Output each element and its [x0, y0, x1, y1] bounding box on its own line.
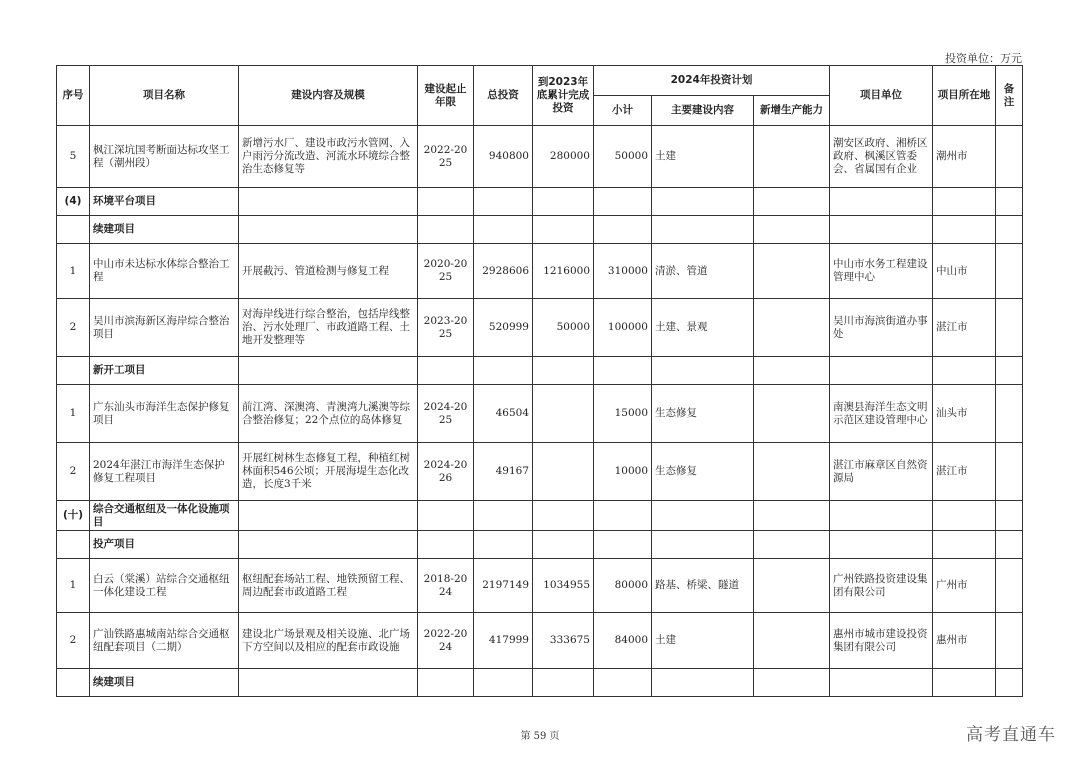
cell-project-name: 中山市未达标水体综合整治工程	[90, 244, 239, 299]
cell-period: 2023-2025	[418, 299, 474, 357]
cell-project-name: 白云（棠溪）站综合交通枢纽一体化建设工程	[90, 559, 239, 613]
header-cumulative-investment: 到2023年底累计完成投资	[533, 66, 594, 126]
section-row	[57, 216, 1023, 244]
header-period: 建设起止年限	[418, 66, 474, 126]
table-row	[57, 613, 1023, 669]
section-title: 综合交通枢纽及一体化设施项目	[90, 501, 239, 531]
section-number: (4)	[57, 188, 90, 216]
cell-total-investment: 520999	[474, 299, 533, 357]
cell-cumulative-investment	[533, 385, 594, 443]
cell-main-content: 土建	[652, 613, 754, 669]
section-row	[57, 501, 1023, 531]
cell-period: 2022-2024	[418, 613, 474, 669]
cell-project-name: 广汕铁路惠城南站综合交通枢纽配套项目（二期）	[90, 613, 239, 669]
cell-construction-content: 对海岸线进行综合整治，包括岸线整治、污水处理厂、市政道路工程、土地开发整理等	[239, 299, 418, 357]
cell-location: 中山市	[933, 244, 996, 299]
section-number	[57, 669, 90, 697]
section-title: 新开工项目	[90, 357, 239, 385]
header-subtotal: 小计	[594, 96, 652, 126]
cell-total-investment: 49167	[474, 443, 533, 501]
cell-project-unit: 南澳县海洋生态文明示范区建设管理中心	[830, 385, 933, 443]
cell-project-unit: 惠州市城市建设投资集团有限公司	[830, 613, 933, 669]
cell-new-capacity	[754, 126, 830, 188]
cell-new-capacity	[754, 613, 830, 669]
cell-cumulative-investment: 1216000	[533, 244, 594, 299]
watermark-text: 高考直通车	[966, 725, 1056, 745]
cell-project-name: 枫江深坑国考断面达标攻坚工程（潮州段）	[90, 126, 239, 188]
cell-remark	[996, 613, 1023, 669]
header-project-name: 项目名称	[90, 66, 239, 126]
table-row	[57, 385, 1023, 443]
cell-construction-content: 建设北广场景观及相关设施、北广场下方空间以及相应的配套市政设施	[239, 613, 418, 669]
cell-cumulative-investment: 280000	[533, 126, 594, 188]
cell-location: 广州市	[933, 559, 996, 613]
page-number: 第 59 页	[520, 731, 560, 742]
cell-period: 2020-2025	[418, 244, 474, 299]
cell-remark	[996, 126, 1023, 188]
cell-cumulative-investment: 333675	[533, 613, 594, 669]
cell-period: 2024-2025	[418, 385, 474, 443]
investment-plan-table	[56, 65, 1023, 697]
cell-remark	[996, 244, 1023, 299]
cell-total-investment: 2197149	[474, 559, 533, 613]
table-row	[57, 244, 1023, 299]
section-title: 续建项目	[90, 669, 239, 697]
cell-main-content: 生态修复	[652, 443, 754, 501]
table-row	[57, 299, 1023, 357]
cell-project-name: 2024年湛江市海洋生态保护修复工程项目	[90, 443, 239, 501]
cell-seq: 1	[57, 559, 90, 613]
table-row	[57, 559, 1023, 613]
cell-subtotal: 80000	[594, 559, 652, 613]
cell-main-content: 路基、桥梁、隧道	[652, 559, 754, 613]
section-title: 续建项目	[90, 216, 239, 244]
section-title: 投产项目	[90, 531, 239, 559]
header-seq: 序号	[57, 66, 90, 126]
cell-total-investment: 940800	[474, 126, 533, 188]
cell-construction-content: 开展截污、管道检测与修复工程	[239, 244, 418, 299]
cell-remark	[996, 299, 1023, 357]
section-title: 环境平台项目	[90, 188, 239, 216]
table-header	[57, 66, 1023, 126]
cell-cumulative-investment	[533, 443, 594, 501]
header-new-capacity: 新增生产能力	[754, 96, 830, 126]
cell-main-content: 清淤、管道	[652, 244, 754, 299]
cell-remark	[996, 385, 1023, 443]
cell-project-name: 吴川市滨海新区海岸综合整治项目	[90, 299, 239, 357]
header-project-unit: 项目单位	[830, 66, 933, 126]
header-remark: 备注	[996, 66, 1023, 126]
cell-location: 湛江市	[933, 443, 996, 501]
cell-subtotal: 310000	[594, 244, 652, 299]
cell-seq: 1	[57, 244, 90, 299]
cell-location: 湛江市	[933, 299, 996, 357]
table-row	[57, 126, 1023, 188]
cell-total-investment: 2928606	[474, 244, 533, 299]
cell-period: 2024-2026	[418, 443, 474, 501]
cell-construction-content: 枢纽配套场站工程、地铁预留工程、周边配套市政道路工程	[239, 559, 418, 613]
cell-seq: 2	[57, 299, 90, 357]
investment-unit-note: 投资单位：万元	[945, 52, 1022, 65]
cell-total-investment: 417999	[474, 613, 533, 669]
header-main-content: 主要建设内容	[652, 96, 754, 126]
cell-remark	[996, 559, 1023, 613]
cell-new-capacity	[754, 443, 830, 501]
header-2024-plan: 2024年投资计划	[594, 66, 830, 96]
cell-new-capacity	[754, 385, 830, 443]
header-location: 项目所在地	[933, 66, 996, 126]
cell-subtotal: 84000	[594, 613, 652, 669]
cell-location: 潮州市	[933, 126, 996, 188]
cell-subtotal: 100000	[594, 299, 652, 357]
cell-new-capacity	[754, 299, 830, 357]
cell-period: 2018-2024	[418, 559, 474, 613]
section-row	[57, 531, 1023, 559]
section-number: (十)	[57, 501, 90, 531]
cell-project-unit: 潮安区政府、湘桥区政府、枫溪区管委会、省属国有企业	[830, 126, 933, 188]
cell-construction-content: 前江湾、深澳湾、青澳湾九溪澳等综合整治修复；22个点位的岛体修复	[239, 385, 418, 443]
section-number	[57, 216, 90, 244]
cell-subtotal: 50000	[594, 126, 652, 188]
cell-remark	[996, 443, 1023, 501]
cell-main-content: 土建	[652, 126, 754, 188]
cell-seq: 2	[57, 613, 90, 669]
cell-location: 汕头市	[933, 385, 996, 443]
cell-location: 惠州市	[933, 613, 996, 669]
section-row	[57, 357, 1023, 385]
cell-subtotal: 15000	[594, 385, 652, 443]
cell-project-unit: 广州铁路投资建设集团有限公司	[830, 559, 933, 613]
cell-construction-content: 新增污水厂、建设市政污水管网、入户雨污分流改造、河流水环境综合整治生态修复等	[239, 126, 418, 188]
table-row	[57, 443, 1023, 501]
cell-project-unit: 湛江市麻章区自然资源局	[830, 443, 933, 501]
cell-project-unit: 中山市水务工程建设管理中心	[830, 244, 933, 299]
cell-seq: 5	[57, 126, 90, 188]
header-construction-content: 建设内容及规模	[239, 66, 418, 126]
cell-cumulative-investment: 50000	[533, 299, 594, 357]
cell-main-content: 土建、景观	[652, 299, 754, 357]
cell-project-unit: 吴川市海滨街道办事处	[830, 299, 933, 357]
cell-period: 2022-2025	[418, 126, 474, 188]
header-total-investment: 总投资	[474, 66, 533, 126]
cell-total-investment: 46504	[474, 385, 533, 443]
cell-new-capacity	[754, 559, 830, 613]
cell-cumulative-investment: 1034955	[533, 559, 594, 613]
cell-construction-content: 开展红树林生态修复工程，种植红树林面积546公顷；开展海堤生态化改造，长度3千米	[239, 443, 418, 501]
cell-seq: 2	[57, 443, 90, 501]
cell-seq: 1	[57, 385, 90, 443]
section-row	[57, 669, 1023, 697]
cell-subtotal: 10000	[594, 443, 652, 501]
cell-main-content: 生态修复	[652, 385, 754, 443]
cell-project-name: 广东汕头市海洋生态保护修复项目	[90, 385, 239, 443]
cell-new-capacity	[754, 244, 830, 299]
section-number	[57, 357, 90, 385]
section-row	[57, 188, 1023, 216]
section-number	[57, 531, 90, 559]
